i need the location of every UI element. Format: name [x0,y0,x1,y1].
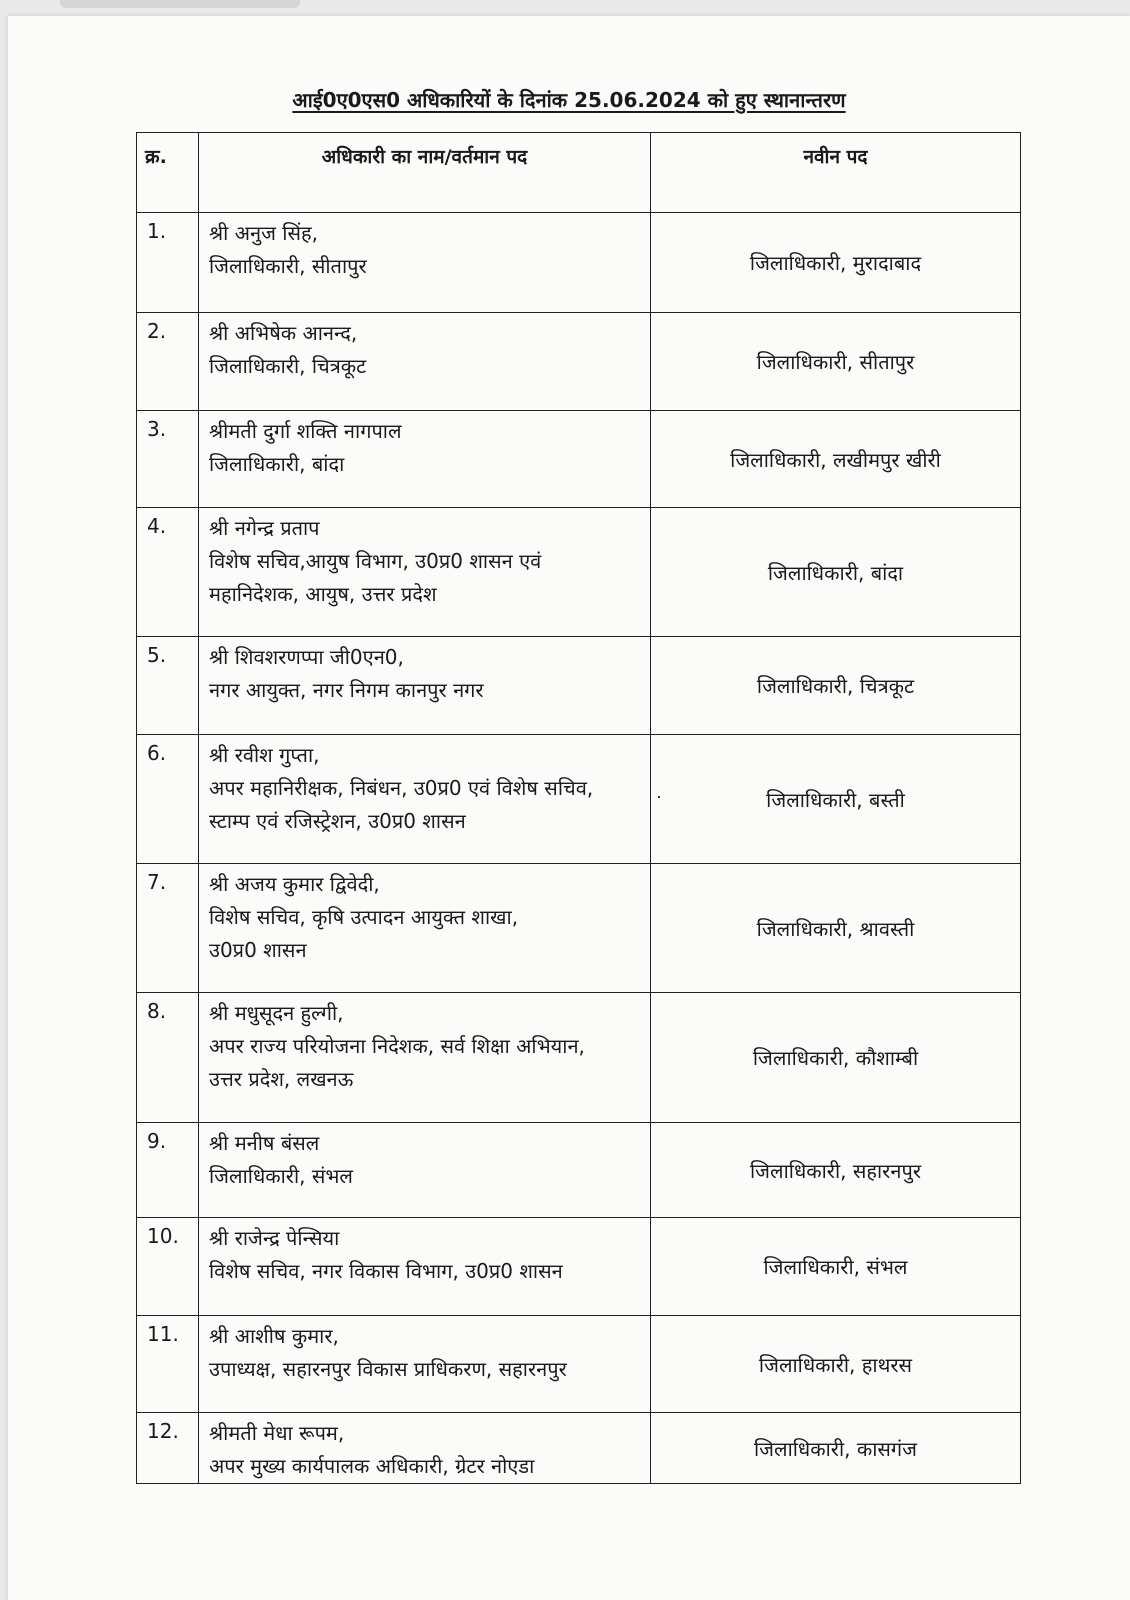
officer-current-post: अपर महानिरीक्षक, निबंधन, उ0प्र0 एवं विशेष सचिव, [209,776,594,800]
officer-name: श्रीमती मेधा रूपम, [209,1421,345,1445]
officer-current-post: जिलाधिकारी, संभल [209,1164,353,1188]
table-row [137,735,1021,864]
table-body [137,213,1021,1484]
officer-current-post: उपाध्यक्ष, सहारनपुर विकास प्राधिकरण, सहारनपुर [209,1357,567,1381]
officer-current-post: उत्तर प्रदेश, लखनऊ [209,1067,354,1091]
row-serial: 6. [137,735,199,864]
row-new-post: जिलाधिकारी, श्रावस्ती [651,864,1021,993]
row-officer-cell [199,735,651,864]
header-new-post: नवीन पद [651,133,1021,213]
document-page [8,16,1130,1600]
officer-name: श्रीमती दुर्गा शक्ति नागपाल [209,419,402,443]
officer-name: श्री शिवशरणप्पा जी0एन0, [209,645,404,669]
table-row [137,411,1021,508]
row-serial: 3. [137,411,199,508]
officer-current-post: विशेष सचिव,आयुष विभाग, उ0प्र0 शासन एवं [209,549,542,573]
officer-current-post: जिलाधिकारी, चित्रकूट [209,354,367,378]
document-title: आई0ए0एस0 अधिकारियों के दिनांक 25.06.2024 को हुए स्थानान्तरण [292,88,846,112]
row-serial: 11. [137,1316,199,1413]
header-sno: क्र. [137,133,199,213]
row-new-post: जिलाधिकारी, संभल [651,1218,1021,1316]
table-row [137,1413,1021,1484]
transfer-table [136,132,1021,1484]
row-officer-cell [199,508,651,637]
officer-current-post: विशेष सचिव, नगर विकास विभाग, उ0प्र0 शासन [209,1259,563,1283]
row-serial: 4. [137,508,199,637]
row-officer-cell [199,864,651,993]
row-officer-cell [199,213,651,313]
officer-name: श्री राजेन्द्र पेन्सिया [209,1226,340,1250]
row-serial: 8. [137,993,199,1123]
row-officer-cell [199,993,651,1123]
officer-name: श्री रवीश गुप्ता, [209,743,320,767]
table-row [137,1218,1021,1316]
row-new-post: जिलाधिकारी, कासगंज [651,1413,1021,1484]
header-officer: अधिकारी का नाम/वर्तमान पद [199,133,651,213]
row-officer-cell [199,1316,651,1413]
row-serial: 10. [137,1218,199,1316]
officer-name: श्री मनीष बंसल [209,1131,320,1155]
officer-current-post: जिलाधिकारी, सीतापुर [209,254,367,278]
officer-current-post: नगर आयुक्त, नगर निगम कानपुर नगर [209,678,484,702]
row-officer-cell [199,1123,651,1218]
row-new-post: जिलाधिकारी, लखीमपुर खीरी [651,411,1021,508]
row-officer-cell [199,637,651,735]
table-row [137,213,1021,313]
officer-current-post: जिलाधिकारी, बांदा [209,452,345,476]
officer-current-post: विशेष सचिव, कृषि उत्पादन आयुक्त शाखा, [209,905,519,929]
officer-current-post: उ0प्र0 शासन [209,938,307,962]
row-new-post: जिलाधिकारी, सहारनपुर [651,1123,1021,1218]
window-top-strip [60,0,300,8]
table-row [137,508,1021,637]
officer-current-post: अपर राज्य परियोजना निदेशक, सर्व शिक्षा अभियान, [209,1034,585,1058]
table-row [137,1316,1021,1413]
officer-name: श्री आशीष कुमार, [209,1324,339,1348]
table-row [137,993,1021,1123]
row-serial: 5. [137,637,199,735]
stray-dot [658,796,660,798]
row-new-post: जिलाधिकारी, कौशाम्बी [651,993,1021,1123]
row-new-post: जिलाधिकारी, सीतापुर [651,313,1021,411]
officer-current-post: स्टाम्प एवं रजिस्ट्रेशन, उ0प्र0 शासन [209,809,466,833]
row-officer-cell [199,313,651,411]
table-header-row [137,133,1021,213]
row-serial: 9. [137,1123,199,1218]
officer-name: श्री मधुसूदन हुल्गी, [209,1001,344,1025]
row-officer-cell [199,1413,651,1484]
row-new-post: जिलाधिकारी, बस्ती [651,735,1021,864]
officer-name: श्री अजय कुमार द्विवेदी, [209,872,380,896]
row-serial: 2. [137,313,199,411]
row-new-post: जिलाधिकारी, चित्रकूट [651,637,1021,735]
officer-name: श्री अभिषेक आनन्द, [209,321,358,345]
row-serial: 12. [137,1413,199,1484]
table-row [137,1123,1021,1218]
row-serial: 7. [137,864,199,993]
officer-current-post: अपर मुख्य कार्यपालक अधिकारी, ग्रेटर नोएडा [209,1454,535,1478]
row-serial: 1. [137,213,199,313]
row-new-post: जिलाधिकारी, मुरादाबाद [651,213,1021,313]
row-new-post: जिलाधिकारी, हाथरस [651,1316,1021,1413]
table-row [137,864,1021,993]
table-row [137,637,1021,735]
row-officer-cell [199,411,651,508]
row-officer-cell [199,1218,651,1316]
row-new-post: जिलाधिकारी, बांदा [651,508,1021,637]
table-row [137,313,1021,411]
officer-name: श्री अनुज सिंह, [209,221,318,245]
officer-current-post: महानिदेशक, आयुष, उत्तर प्रदेश [209,582,437,606]
officer-name: श्री नगेन्द्र प्रताप [209,516,320,540]
